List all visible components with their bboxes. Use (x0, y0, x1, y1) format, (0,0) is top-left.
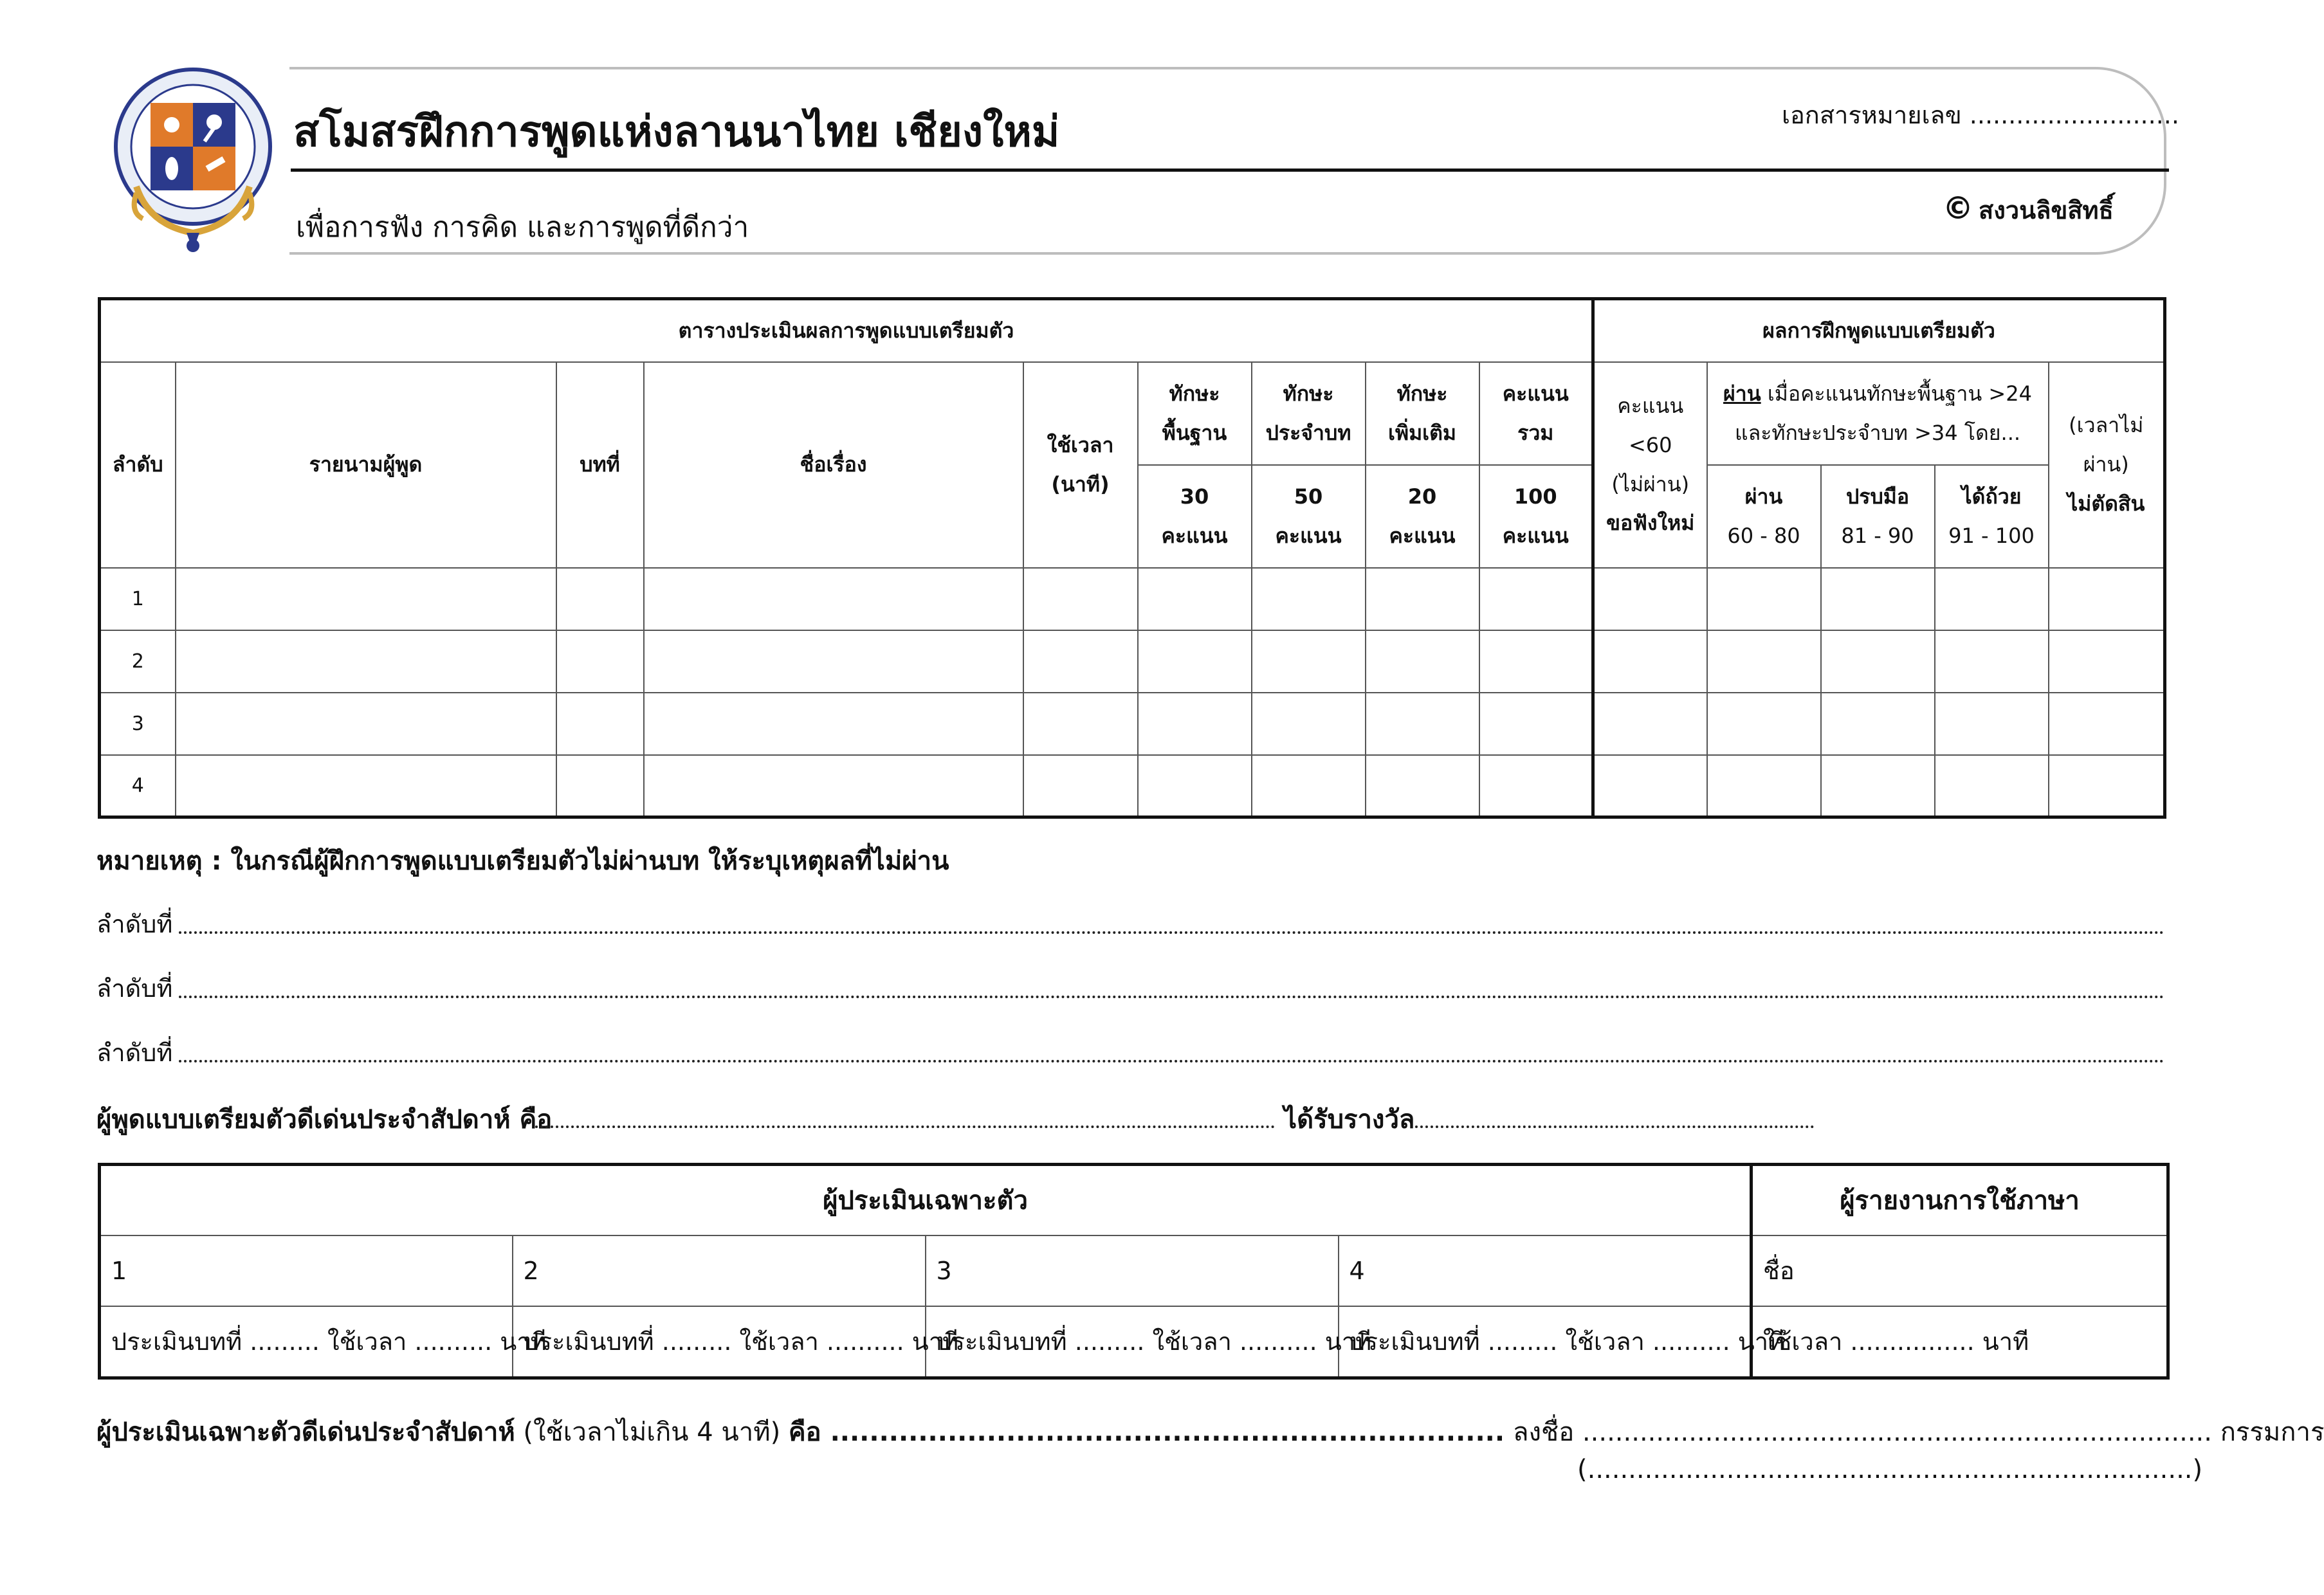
reason-line-label: ลำดับที่ (96, 1039, 173, 1067)
table-row (100, 568, 2165, 630)
topic-cell[interactable] (644, 568, 1023, 630)
evaluators-title: ผู้ประเมินเฉพาะตัว (100, 1165, 1752, 1235)
row-number: 2 (100, 630, 176, 693)
evaluation-table-title: ตารางประเมินผลการพูดแบบเตรียมตัว (100, 299, 1593, 362)
result-cell[interactable] (1593, 693, 1707, 755)
topic-cell[interactable] (644, 693, 1023, 755)
col-fail: คะแนน <60 (ไม่ผ่าน) ขอฟังใหม่ (1593, 362, 1707, 568)
score-cell[interactable] (1366, 630, 1479, 693)
grammarian-time[interactable]: ใช้เวลา ................ นาที (1752, 1306, 2168, 1378)
score-cell[interactable] (1479, 630, 1593, 693)
pass-rule: ผ่าน เมื่อคะแนนทักษะพื้นฐาน >24 และทักษะประจำบท >34 โดย... (1707, 362, 2049, 465)
best-speaker-row (96, 1098, 552, 1140)
result-cell[interactable] (1935, 568, 2049, 630)
speaker-name-cell[interactable] (176, 568, 556, 630)
col-topic: ชื่อเรื่อง (644, 362, 1023, 568)
lesson-cell[interactable] (556, 630, 644, 693)
result-cell[interactable] (1593, 568, 1707, 630)
time-cell[interactable] (1023, 568, 1138, 630)
evaluation-detail[interactable]: ประเมินบทที่ ......... ใช้เวลา .......... นาที (1339, 1306, 1752, 1378)
time-cell[interactable] (1023, 630, 1138, 693)
best-evaluator-note: (ใช้เวลาไม่เกิน 4 นาที) (515, 1417, 789, 1447)
result-cell[interactable] (1935, 630, 2049, 693)
best-speaker-field[interactable] (535, 1126, 1275, 1128)
evaluator-number[interactable]: 2 (513, 1235, 926, 1306)
award-field[interactable] (1415, 1126, 1814, 1128)
evaluator-number[interactable]: 4 (1339, 1235, 1752, 1306)
evaluation-detail[interactable]: ประเมินบทที่ ......... ใช้เวลา .......... นาที (513, 1306, 926, 1378)
club-logo (111, 64, 275, 257)
club-motto: เพื่อการฟัง การคิด และการพูดที่ดีกว่า (296, 211, 749, 244)
reason-line-1[interactable] (179, 931, 2165, 934)
evaluation-table (98, 297, 2166, 819)
time-cell[interactable] (1023, 693, 1138, 755)
col-basic-skill: ทักษะ พื้นฐาน (1138, 362, 1252, 465)
extra-skill-points: 20 คะแนน (1366, 465, 1479, 568)
col-lesson-skill: ทักษะ ประจำบท (1252, 362, 1366, 465)
reason-line-label: ลำดับที่ (96, 910, 173, 938)
row-number: 3 (100, 693, 176, 755)
reason-line-3[interactable] (179, 1060, 2165, 1062)
lesson-cell[interactable] (556, 568, 644, 630)
signature-row (1513, 1411, 2324, 1452)
result-cell[interactable] (1935, 693, 2049, 755)
score-cell[interactable] (1252, 693, 1366, 755)
header-divider (291, 169, 2169, 172)
score-cell[interactable] (1366, 693, 1479, 755)
lesson-skill-points: 50 คะแนน (1252, 465, 1366, 568)
speaker-name-cell[interactable] (176, 630, 556, 693)
score-cell[interactable] (1252, 630, 1366, 693)
col-total-score: คะแนน รวม (1479, 362, 1593, 465)
results-title: ผลการฝึกพูดแบบเตรียมตัว (1593, 299, 2165, 362)
col-speaker-name: รายนามผู้พูด (176, 362, 556, 568)
score-cell[interactable] (1138, 755, 1252, 817)
copyright-icon: © (1943, 190, 1973, 226)
score-cell[interactable] (1479, 755, 1593, 817)
col-time-not-judged: (เวลาไม่ ผ่าน) ไม่ตัดสิน (2049, 362, 2165, 568)
evaluator-number[interactable]: 3 (926, 1235, 1339, 1306)
result-cell[interactable] (1707, 630, 1821, 693)
result-cell[interactable] (1821, 755, 1935, 817)
reason-line-label: ลำดับที่ (96, 974, 173, 1003)
result-cell[interactable] (1707, 755, 1821, 817)
best-evaluator-is: คือ (788, 1417, 821, 1447)
row-number: 4 (100, 755, 176, 817)
lesson-cell[interactable] (556, 693, 644, 755)
grade-trophy: ได้ถ้วย 91 - 100 (1935, 465, 2049, 568)
speaker-name-cell[interactable] (176, 755, 556, 817)
best-evaluator-label: ผู้ประเมินเฉพาะตัวดีเด่นประจำสัปดาห์ (96, 1417, 515, 1447)
club-title: สโมสรฝึกการพูดแห่งลานนาไทย เชียงใหม่ (293, 107, 1060, 156)
table-row (100, 755, 2165, 817)
evaluator-number[interactable]: 1 (100, 1235, 513, 1306)
evaluation-detail[interactable]: ประเมินบทที่ ......... ใช้เวลา .......... นาที (100, 1306, 513, 1378)
best-evaluator-field[interactable]: ..................................................................... (821, 1417, 1505, 1447)
basic-skill-points: 30 คะแนน (1138, 465, 1252, 568)
document-number-field: เอกสารหมายเลข ........................... (1782, 101, 2179, 129)
score-cell[interactable] (1138, 693, 1252, 755)
lesson-cell[interactable] (556, 755, 644, 817)
table-row (100, 693, 2165, 755)
score-cell[interactable] (1252, 568, 1366, 630)
evaluators-table (98, 1163, 2170, 1380)
grade-applause: ปรบมือ 81 - 90 (1821, 465, 1935, 568)
topic-cell[interactable] (644, 630, 1023, 693)
result-cell[interactable] (1821, 693, 1935, 755)
result-cell[interactable] (2049, 693, 2165, 755)
best-evaluator-row (96, 1411, 1505, 1452)
col-extra-skill: ทักษะ เพิ่มเติม (1366, 362, 1479, 465)
note-title: หมายเหตุ : ในกรณีผู้ฝึกการพูดแบบเตรียมตัวไม่ผ่านบท ให้ระบุเหตุผลที่ไม่ผ่าน (96, 846, 949, 876)
copyright-text: สงวนลิขสิทธิ์ (1979, 196, 2114, 224)
club-logo-emblem (111, 64, 275, 257)
signer-name-field[interactable]: (..........................................................................) (1577, 1455, 2203, 1484)
score-cell[interactable] (1366, 755, 1479, 817)
score-cell[interactable] (1138, 630, 1252, 693)
grammarian-name[interactable]: ชื่อ (1752, 1235, 2168, 1306)
speaker-name-cell[interactable] (176, 693, 556, 755)
score-cell[interactable] (1366, 568, 1479, 630)
copyright-notice (1943, 190, 2114, 230)
result-cell[interactable] (1821, 630, 1935, 693)
result-cell[interactable] (1593, 755, 1707, 817)
score-cell[interactable] (1252, 755, 1366, 817)
result-cell[interactable] (1593, 630, 1707, 693)
time-cell[interactable] (1023, 755, 1138, 817)
score-cell[interactable] (1138, 568, 1252, 630)
col-order: ลำดับ (100, 362, 176, 568)
topic-cell[interactable] (644, 755, 1023, 817)
result-cell[interactable] (1707, 568, 1821, 630)
sign-label: ลงชื่อ (1513, 1417, 1575, 1447)
row-number: 1 (100, 568, 176, 630)
result-cell[interactable] (1935, 755, 2049, 817)
result-cell[interactable] (2049, 568, 2165, 630)
committee-label: กรรมการ (2220, 1417, 2324, 1447)
col-time: ใช้เวลา (นาที) (1023, 362, 1138, 568)
best-speaker-label: ผู้พูดแบบเตรียมตัวดีเด่นประจำสัปดาห์ คือ (96, 1105, 553, 1135)
result-cell[interactable] (1707, 693, 1821, 755)
evaluation-detail[interactable]: ประเมินบทที่ ......... ใช้เวลา .......... นาที (926, 1306, 1339, 1378)
total-points: 100 คะแนน (1479, 465, 1593, 568)
award-label: ได้รับรางวัล (1284, 1105, 1415, 1135)
result-cell[interactable] (2049, 630, 2165, 693)
result-cell[interactable] (2049, 755, 2165, 817)
signature-field[interactable]: ............................................................................. (1574, 1417, 2220, 1447)
table-row (100, 630, 2165, 693)
result-cell[interactable] (1821, 568, 1935, 630)
grade-pass: ผ่าน 60 - 80 (1707, 465, 1821, 568)
score-cell[interactable] (1479, 568, 1593, 630)
score-cell[interactable] (1479, 693, 1593, 755)
grammarian-title: ผู้รายงานการใช้ภาษา (1752, 1165, 2168, 1235)
col-lesson: บทที่ (556, 362, 644, 568)
reason-line-2[interactable] (179, 996, 2165, 998)
